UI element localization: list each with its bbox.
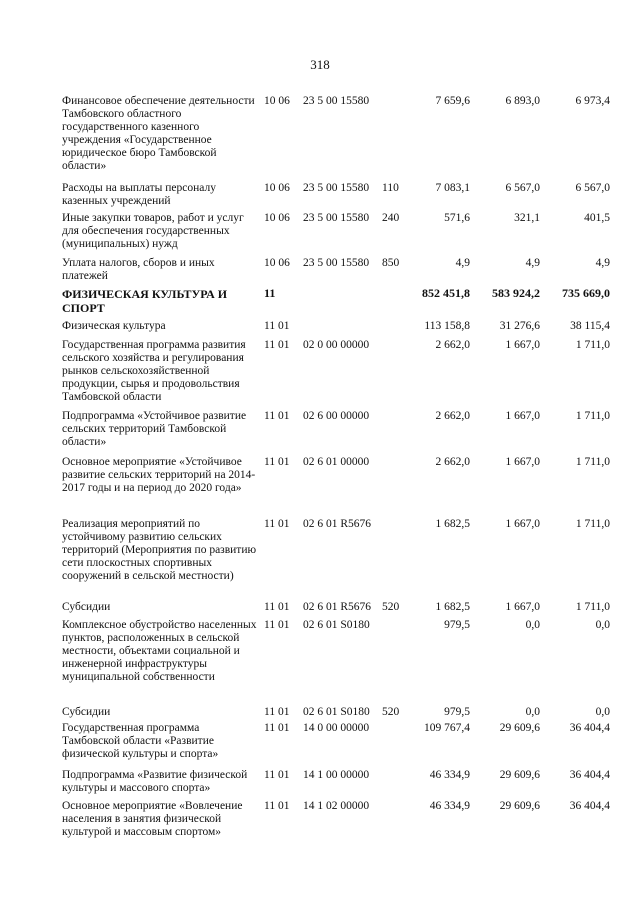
row-value-1: 571,6 (444, 212, 470, 224)
row-value-3: 36 404,4 (569, 800, 610, 812)
row-name: Комплексное обустройство населенных пунктов, расположенных в сельской местности, объектами социальной и инженерной инфраструктуры муниципальной собственности (62, 619, 257, 683)
row-section-code: 11 (264, 286, 276, 300)
row-section-code: 11 01 (264, 456, 290, 468)
row-expense-type: 520 (382, 706, 400, 718)
row-value-2: 29 609,6 (499, 800, 540, 812)
row-value-3: 1 711,0 (575, 339, 610, 351)
row-name: Расходы на выплаты персоналу казенных учреждений (62, 182, 216, 207)
row-value-2: 29 609,6 (499, 769, 540, 781)
row-section-code: 11 01 (264, 800, 290, 812)
row-value-3: 36 404,4 (569, 722, 610, 734)
row-value-3: 0,0 (595, 706, 610, 718)
row-value-1: 46 334,9 (429, 769, 470, 781)
row-target-code: 02 0 00 00000 (303, 339, 370, 351)
row-value-3: 1 711,0 (575, 518, 610, 530)
row-target-code: 02 6 00 00000 (303, 410, 370, 422)
row-value-3: 1 711,0 (575, 601, 610, 613)
row-value-1: 2 662,0 (435, 456, 470, 468)
row-value-2: 1 667,0 (505, 601, 540, 613)
row-section-code: 11 01 (264, 518, 290, 530)
row-expense-type: 520 (382, 601, 400, 613)
row-value-1: 979,5 (444, 619, 470, 631)
row-section-code: 11 01 (264, 619, 290, 631)
row-name: Реализация мероприятий по устойчивому развитию сельских территорий (Мероприятия по развитию сети плоскостных спортивных сооружений в сельской местности) (62, 518, 257, 582)
row-section-code: 10 06 (264, 212, 290, 224)
row-value-1: 2 662,0 (435, 339, 470, 351)
row-name: Субсидии (62, 706, 111, 718)
row-target-code: 02 6 01 S0180 (303, 706, 370, 718)
row-target-code: 23 5 00 15580 (303, 95, 370, 107)
row-name: Основное мероприятие «Вовлечение населения в занятия физической культурой и массовым спортом» (62, 800, 243, 838)
row-value-2: 6 893,0 (505, 95, 540, 107)
row-value-2: 583 924,2 (492, 286, 540, 300)
row-value-2: 1 667,0 (505, 339, 540, 351)
row-value-2: 1 667,0 (505, 518, 540, 530)
row-target-code: 14 1 02 00000 (303, 800, 370, 812)
row-value-3: 401,5 (584, 212, 610, 224)
row-name: Государственная программа развития сельского хозяйства и регулирования рынков сельскохозяйственной продукции, сырья и продовольствия Тамбовской области (62, 339, 246, 403)
row-name: Государственная программа Тамбовской области «Развитие физической культуры и спорта» (62, 722, 219, 760)
row-value-1: 852 451,8 (422, 286, 470, 300)
row-section-code: 10 06 (264, 95, 290, 107)
row-value-1: 979,5 (444, 706, 470, 718)
row-value-3: 6 567,0 (575, 182, 610, 194)
row-target-code: 23 5 00 15580 (303, 212, 370, 224)
row-section-code: 10 06 (264, 182, 290, 194)
row-target-code: 02 6 01 R5676 (303, 601, 372, 613)
row-value-3: 4,9 (595, 257, 610, 269)
row-value-1: 109 767,4 (424, 722, 470, 734)
row-value-3: 735 669,0 (562, 286, 610, 300)
row-value-3: 36 404,4 (569, 769, 610, 781)
row-name: ФИЗИЧЕСКАЯ КУЛЬТУРА И СПОРТ (62, 287, 228, 315)
row-target-code: 14 1 00 00000 (303, 769, 370, 781)
row-section-code: 10 06 (264, 257, 290, 269)
row-value-3: 0,0 (595, 619, 610, 631)
row-target-code: 14 0 00 00000 (303, 722, 370, 734)
row-value-1: 7 659,6 (435, 95, 470, 107)
row-value-3: 1 711,0 (575, 456, 610, 468)
row-value-1: 46 334,9 (429, 800, 470, 812)
row-value-2: 6 567,0 (505, 182, 540, 194)
row-value-1: 1 682,5 (435, 601, 470, 613)
row-name: Финансовое обеспечение деятельности Тамбовского областного государственного казенного учреждения «Государственное юридическое бюро Тамбовской области» (62, 95, 255, 172)
row-section-code: 11 01 (264, 339, 290, 351)
row-value-1: 7 083,1 (435, 182, 470, 194)
page-number: 318 (310, 57, 330, 72)
row-value-2: 31 276,6 (499, 320, 540, 332)
row-expense-type: 240 (382, 212, 400, 224)
row-expense-type: 850 (382, 257, 400, 269)
row-name: Субсидии (62, 601, 111, 613)
row-target-code: 23 5 00 15580 (303, 257, 370, 269)
row-value-2: 29 609,6 (499, 722, 540, 734)
row-value-1: 4,9 (455, 257, 470, 269)
row-value-2: 321,1 (514, 212, 540, 224)
row-value-2: 0,0 (525, 619, 540, 631)
row-section-code: 11 01 (264, 410, 290, 422)
row-value-2: 4,9 (525, 257, 540, 269)
row-value-3: 1 711,0 (575, 410, 610, 422)
row-value-3: 6 973,4 (575, 95, 610, 107)
row-value-2: 1 667,0 (505, 456, 540, 468)
row-value-2: 0,0 (525, 706, 540, 718)
row-section-code: 11 01 (264, 706, 290, 718)
row-value-2: 1 667,0 (505, 410, 540, 422)
row-value-3: 38 115,4 (570, 320, 610, 332)
row-name: Уплата налогов, сборов и иных платежей (62, 257, 215, 282)
row-value-1: 2 662,0 (435, 410, 470, 422)
row-section-code: 11 01 (264, 769, 290, 781)
row-name: Иные закупки товаров, работ и услуг для обеспечения государственных (муниципальных) нужд (62, 212, 244, 250)
row-name: Подпрограмма «Устойчивое развитие сельских территорий Тамбовской области» (62, 410, 247, 448)
row-section-code: 11 01 (264, 601, 290, 613)
row-value-1: 113 158,8 (424, 320, 470, 332)
row-target-code: 23 5 00 15580 (303, 182, 370, 194)
row-expense-type: 110 (382, 182, 399, 194)
row-section-code: 11 01 (264, 320, 290, 332)
row-name: Физическая культура (62, 320, 166, 332)
row-name: Подпрограмма «Развитие физической культуры и массового спорта» (62, 769, 248, 794)
row-name: Основное мероприятие «Устойчивое развитие сельских территорий на 2014-2017 годы и на период до 2020 года» (62, 456, 256, 494)
row-value-1: 1 682,5 (435, 518, 470, 530)
row-section-code: 11 01 (264, 722, 290, 734)
row-target-code: 02 6 01 S0180 (303, 619, 370, 631)
row-target-code: 02 6 01 R5676 (303, 518, 372, 530)
row-target-code: 02 6 01 00000 (303, 456, 370, 468)
